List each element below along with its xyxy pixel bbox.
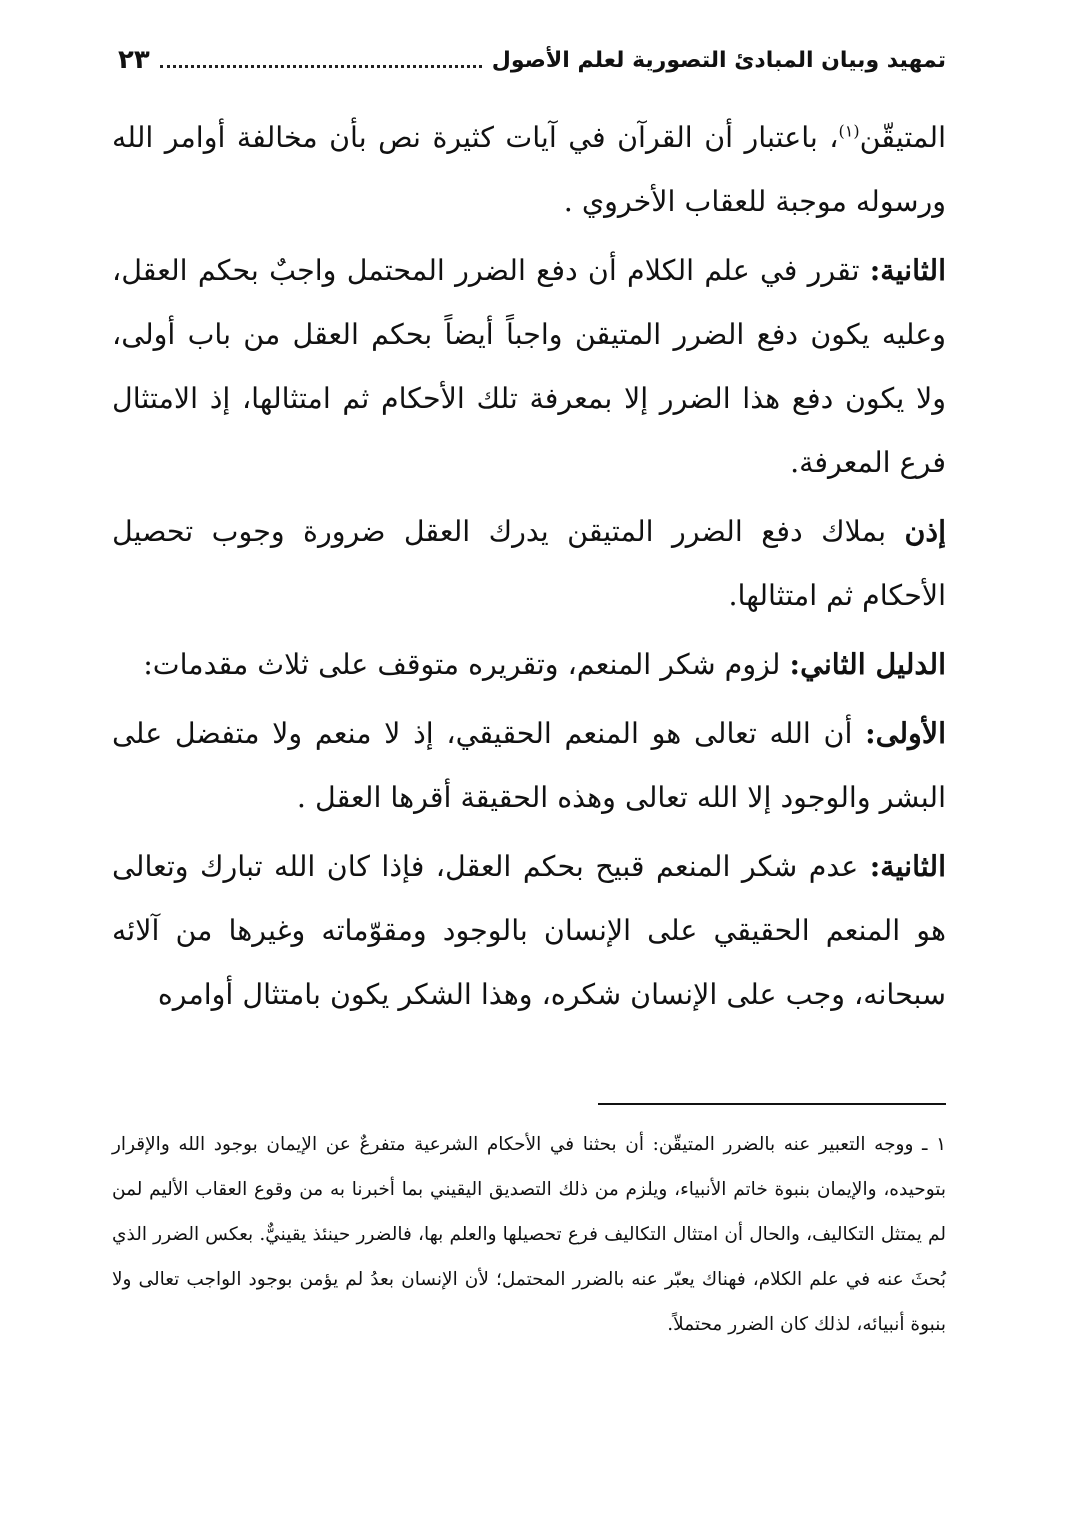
page-number: ٢٣	[118, 45, 150, 75]
running-header	[118, 40, 946, 80]
paragraph-3	[112, 499, 946, 628]
paragraph-1-text: ، باعتبار أن القرآن في آيات كثيرة نص بأن مخالفة أوامر الله ورسوله موجبة للعقاب الأخروي .	[112, 121, 946, 218]
footnote-1: ١ ـ ووجه التعبير عنه بالضرر المتيقّن: أن بحثنا في الأحكام الشرعية متفرعٌ عن الإيمان بوجود الله والإقرار بتوحيده، والإيمان بنبوة خاتم الأنبياء، ويلزم من ذلك التصديق اليقيني بما أخبرنا به من وقوع العقاب الأليم لمن لم يمتثل التكاليف، والحال أن امتثال التكاليف فرع تحصيلها والعلم بها، فالضرر حينئذ يقينيٌّ. بعكس الضرر الذي بُحثَ عنه في علم الكلام، فهناك يعبّر عنه بالضرر المحتمل؛ لأن الإنسان بعدُ لم يؤمن بوجود الواجب تعالى ولا بنبوة أنبيائه، لذلك كان الضرر محتملاً.	[112, 1134, 946, 1335]
footnote-reference: (١)	[838, 121, 860, 141]
paragraph-5-lead: الأولى:	[865, 716, 946, 750]
paragraph-1-word: المتيقّن	[859, 121, 946, 154]
paragraph-6-text: عدم شكر المنعم قبيح بحكم العقل، فإذا كان الله تبارك وتعالى هو المنعم الحقيقي على الإنسان بالوجود ومقوّماته وغيرها من آلائه سبحانه، وجب على الإنسان شكره، وهذا الشكر يكون بامتثال أوامره	[112, 850, 946, 1011]
paragraph-2	[112, 238, 946, 495]
footnote-divider	[598, 1103, 946, 1105]
paragraph-3-lead: إذن	[904, 514, 946, 548]
footnotes	[112, 1122, 946, 1347]
paragraph-5-text: أن الله تعالى هو المنعم الحقيقي، إذ لا منعم ولا متفضل على البشر والوجود إلا الله تعالى وهذه الحقيقة أقرها العقل .	[112, 717, 946, 814]
paragraph-5	[112, 701, 946, 830]
paragraph-1	[112, 106, 946, 234]
header-dotted-leader	[160, 65, 482, 68]
paragraph-6	[112, 834, 946, 1027]
paragraph-4	[112, 632, 946, 697]
main-text	[112, 106, 946, 1027]
paragraph-3-text: بملاك دفع الضرر المتيقن يدرك العقل ضرورة وجوب تحصيل الأحكام ثم امتثالها.	[112, 515, 946, 612]
paragraph-2-lead: الثانية:	[869, 253, 946, 287]
paragraph-4-lead: الدليل الثاني:	[789, 647, 946, 681]
header-title: تمهيد وبيان المبادئ التصورية لعلم الأصول	[491, 47, 946, 73]
paragraph-6-lead: الثانية:	[869, 849, 946, 883]
paragraph-2-text: تقرر في علم الكلام أن دفع الضرر المحتمل واجبٌ بحكم العقل، وعليه يكون دفع الضرر المتيقن واجباً أيضاً بحكم العقل من باب أولى، ولا يكون دفع هذا الضرر إلا بمعرفة تلك الأحكام ثم امتثالها، إذ الامتثال فرع المعرفة.	[112, 254, 946, 479]
paragraph-4-text: لزوم شكر المنعم، وتقريره متوقف على ثلاث مقدمات:	[143, 648, 790, 681]
